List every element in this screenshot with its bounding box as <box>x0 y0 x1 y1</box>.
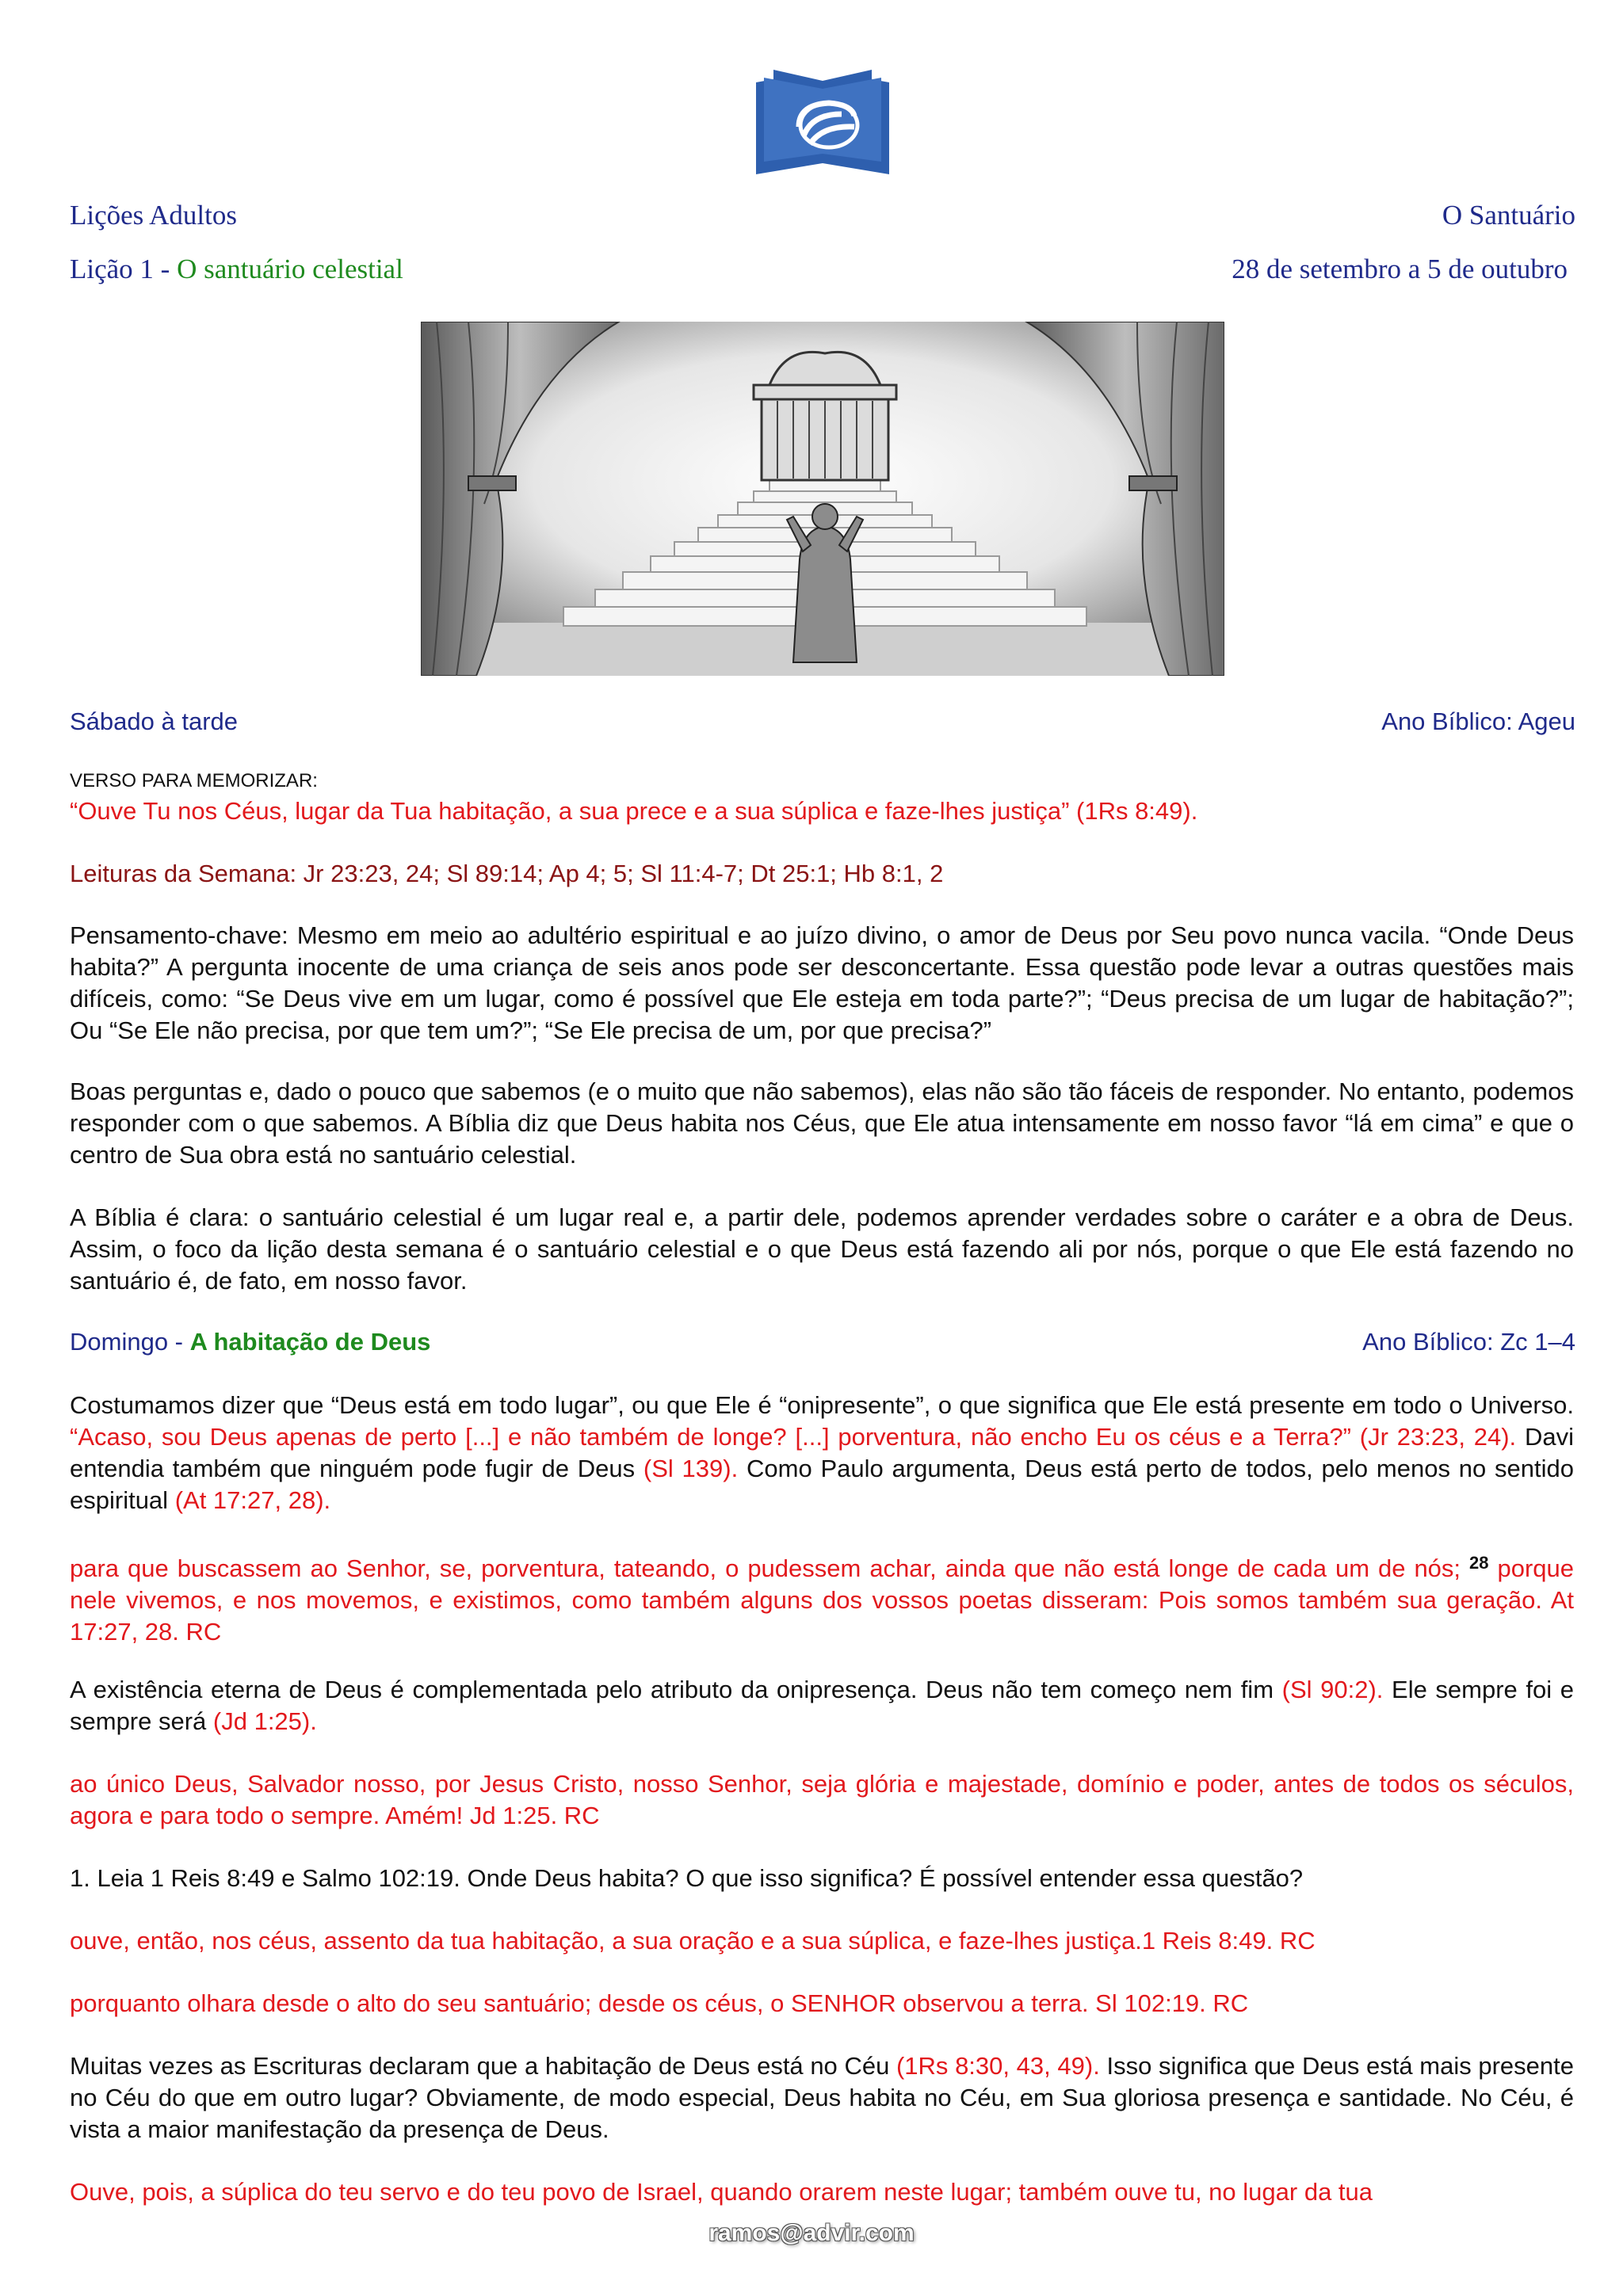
scripture-quote-continued: Ouve, pois, a súplica do teu servo e do teu povo de Israel, quando orarem neste lugar; também ouve tu, no lugar da tua <box>70 2178 1373 2206</box>
quarter-title: O Santuário <box>1442 200 1575 231</box>
sanctuary-illustration <box>421 322 1224 676</box>
saturday-paragraph-1: Pensamento-chave: Mesmo em meio ao adultério espiritual e ao juízo divino, o amor de Deus por Seu povo nunca vacila. “Onde Deus habita?” A pergunta inocente de uma criança de seis anos pode ser desconcertante. Essa questão pode levar a outras questões mais difíceis, como: “Se Deus vive em um lugar, como é possível que Ele esteja em toda parte?”; “Deus precisa de um lugar de habitação?”; Ou “Se Ele não precisa, por que tem um?”; “Se Ele precisa de um, por que precisa?” <box>70 921 1574 1044</box>
verse-number: 28 <box>1469 1553 1489 1573</box>
study-question: 1. Leia 1 Reis 8:49 e Salmo 102:19. Onde Deus habita? O que isso significa? É possível entender essa questão? <box>70 1864 1304 1892</box>
text-run: Isso significa que Deus está mais presente no Céu do que em outro lugar? Obviamente, de modo especial, Deus habita no Céu, em Sua gloriosa presença e santidade. No Céu, é vista a maior manifestação da presença de Deus. <box>70 2052 1574 2143</box>
text-run: porque nele vivemos, e nos movemos, e existimos, como também alguns dos vossos poetas disseram: Pois somos também sua geração. At 17:27, 28. RC <box>70 1554 1574 1646</box>
scripture-quote-psalm: porquanto olhara desde o alto do seu santuário; desde os céus, o SENHOR observou a terra. Sl 102:19. RC <box>70 1989 1249 2017</box>
text-run: Davi entendia também que ninguém pode fugir de Deus <box>70 1423 1574 1482</box>
scripture-quote-acts <box>70 1547 1574 1648</box>
date-range: 28 de setembro a 5 de outubro <box>1232 254 1568 284</box>
saturday-paragraph-3: A Bíblia é clara: o santuário celestial é um lugar real e, a partir dele, podemos aprender verdades sobre o caráter e a obra de Deus. Assim, o foco da lição desta semana é o santuário celestial e o que Deus está fazendo ali por nós, porque o que Ele está fazendo no santuário é, de fato, em nosso favor. <box>70 1203 1574 1295</box>
footer-email: ramos@advir.com <box>708 2220 915 2246</box>
memory-verse: “Ouve Tu nos Céus, lugar da Tua habitação, a sua prece e a sua súplica e faze-lhes justiça” (1Rs 8:49). <box>70 797 1198 825</box>
sunday-header-row <box>70 1328 1575 1356</box>
sunday-day: Domingo <box>70 1328 169 1356</box>
saturday-header-row <box>70 707 1575 736</box>
saturday-paragraph-2: Boas perguntas e, dado o pouco que sabemos (e o muito que não sabemos), elas não são tão fáceis de responder. No entanto, podemos responder com o que sabemos. A Bíblia diz que Deus habita nos Céus, que Ele atua intensamente em nosso favor “lá em cima” e que o centro de Sua obra está no santuário celestial. <box>70 1077 1574 1169</box>
lesson-prefix: Lição 1 - <box>70 254 178 284</box>
scripture-ref: (Sl 139). <box>643 1455 739 1482</box>
scripture-ref: (At 17:27, 28). <box>174 1486 331 1514</box>
text-run: Como Paulo argumenta, Deus está perto de todos, pelo menos no sentido espiritual <box>70 1455 1574 1514</box>
sunday-title: A habitação de Deus <box>189 1328 431 1356</box>
lesson-heading <box>70 254 403 285</box>
series-label: Lições Adultos <box>70 200 237 231</box>
scripture-ref: (Sl 90:2). <box>1281 1676 1384 1703</box>
saturday-title: Sábado à tarde <box>70 707 239 735</box>
text-run: Costumamos dizer que “Deus está em todo lugar”, ou que Ele é “onipresente”, o que significa que Ele está presente em todo o Universo. <box>70 1391 1574 1419</box>
sunday-paragraph-1 <box>70 1390 1574 1516</box>
scripture-quote-1kings: ouve, então, nos céus, assento da tua habitação, a sua oração e a sua súplica, e faze-lhes justiça.1 Reis 8:49. RC <box>70 1927 1316 1955</box>
text-run: Ele sempre foi e sempre será <box>70 1676 1574 1735</box>
weekly-readings: Leituras da Semana: Jr 23:23, 24; Sl 89:14; Ap 4; 5; Sl 11:4-7; Dt 25:1; Hb 8:1, 2 <box>70 860 944 887</box>
memory-verse-label: VERSO PARA MEMORIZAR: <box>70 770 318 791</box>
sunday-separator: - <box>168 1328 190 1356</box>
text-run: Muitas vezes as Escrituras declaram que a habitação de Deus está no Céu <box>70 2052 896 2080</box>
scripture-quote: “Acaso, sou Deus apenas de perto [...] e não também de longe? [...] porventura, não encho Eu os céus e a Terra?” (Jr 23:23, 24). <box>70 1423 1517 1451</box>
scripture-quote-jude: ao único Deus, Salvador nosso, por Jesus Cristo, nosso Senhor, seja glória e majestade, domínio e poder, antes de todos os séculos, agora e para todo o sempre. Amém! Jd 1:25. RC <box>70 1770 1574 1829</box>
text-run: A existência eterna de Deus é complementada pelo atributo da onipresença. Deus não tem começo nem fim <box>70 1676 1282 1703</box>
sunday-year-reading: Ano Bíblico: Zc 1–4 <box>1362 1328 1575 1356</box>
sunday-paragraph-2 <box>70 1674 1574 1737</box>
scripture-ref: (1Rs 8:30, 43, 49). <box>896 2052 1100 2080</box>
text-run: para que buscassem ao Senhor, se, porventura, tateando, o pudessem achar, ainda que não está longe de cada um de nós; <box>70 1554 1470 1582</box>
book-logo-icon <box>753 65 892 176</box>
scripture-ref: (Jd 1:25). <box>212 1707 317 1735</box>
sunday-paragraph-3 <box>70 2050 1574 2145</box>
lesson-title: O santuário celestial <box>177 254 403 284</box>
saturday-year-reading: Ano Bíblico: Ageu <box>1381 707 1575 735</box>
